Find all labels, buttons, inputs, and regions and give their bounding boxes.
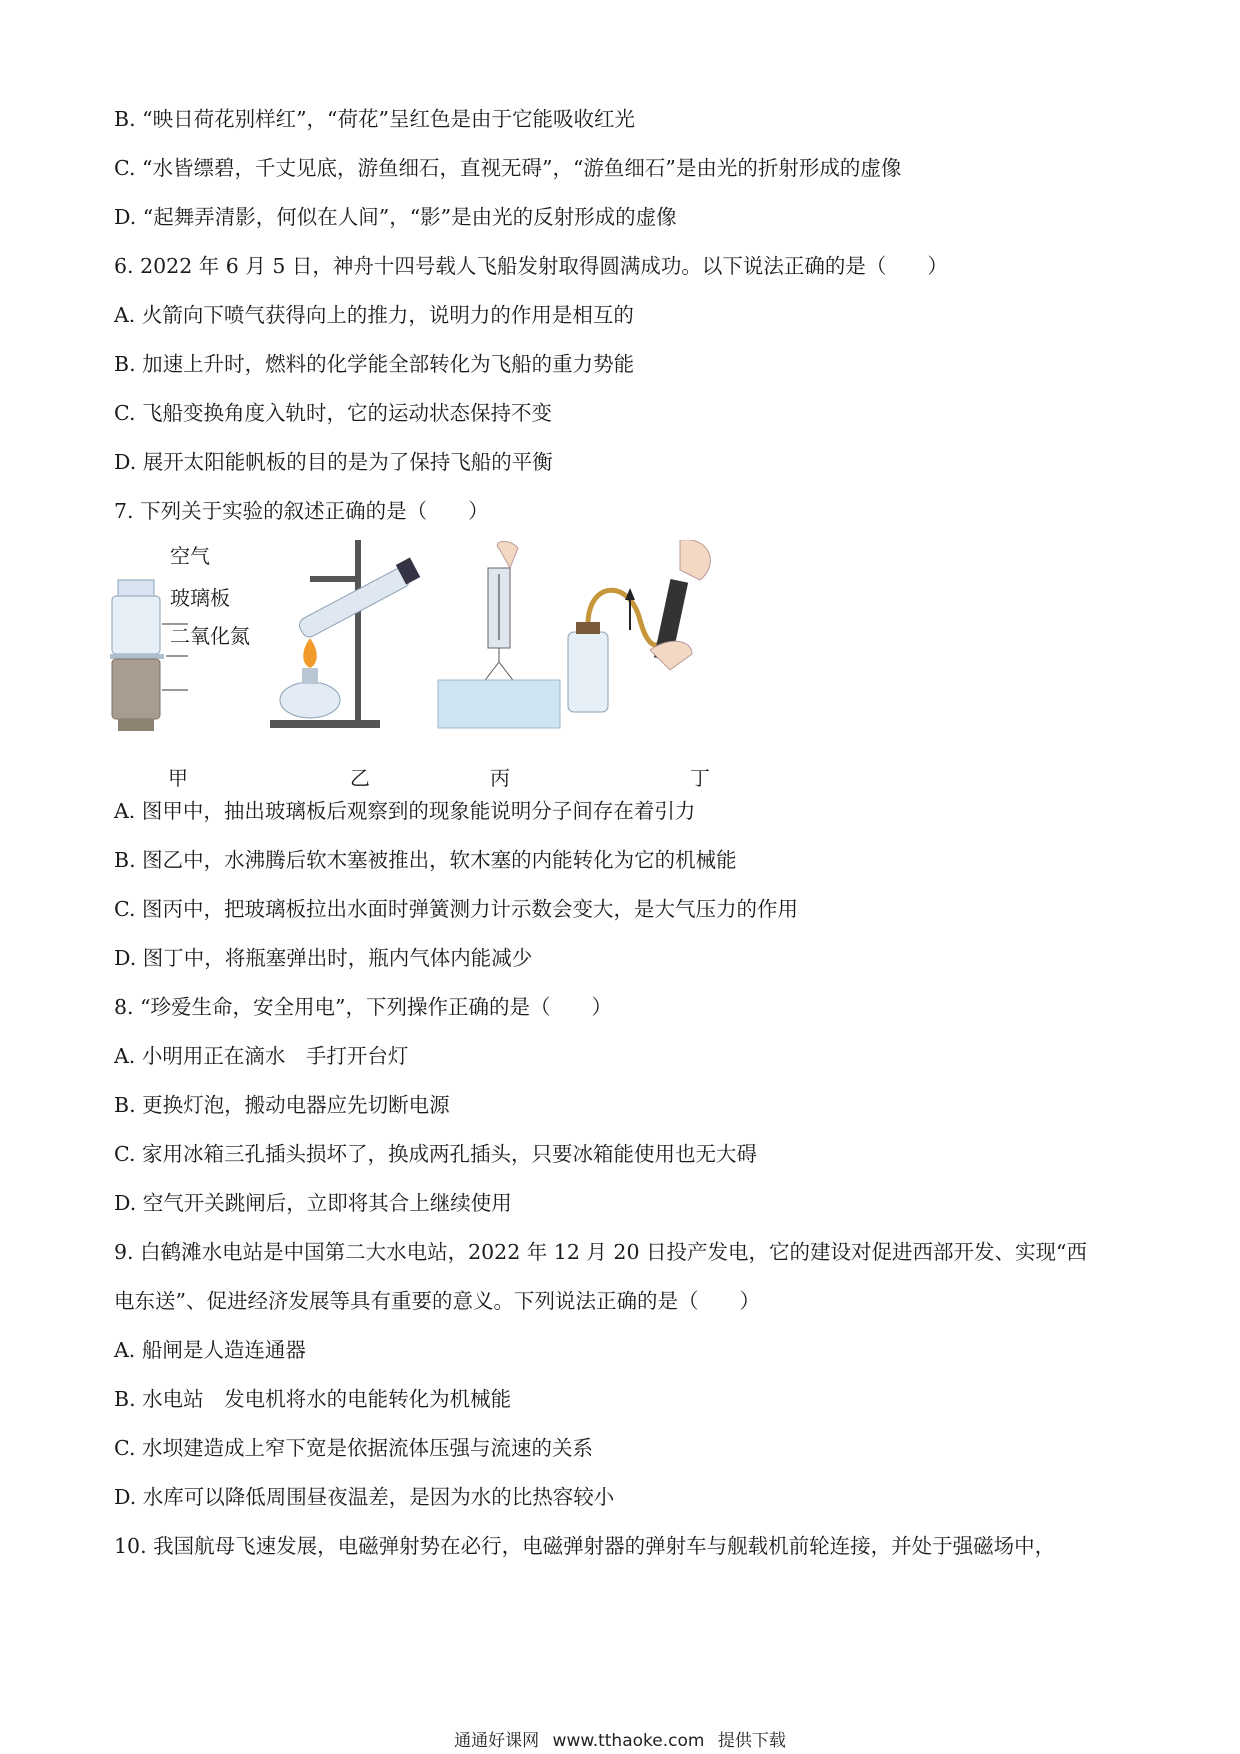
option-9a: A. 船闸是人造连通器 bbox=[114, 1338, 306, 1362]
option-6d: D. 展开太阳能帆板的目的是为了保持飞船的平衡 bbox=[114, 450, 553, 474]
test-tube-stand bbox=[270, 540, 420, 728]
option-8d: D. 空气开关跳闸后，立即将其合上继续使用 bbox=[114, 1191, 512, 1215]
option-7d: D. 图丁中，将瓶塞弹出时，瓶内气体内能减少 bbox=[114, 946, 533, 970]
experiment-illustrations bbox=[110, 540, 830, 760]
option-5b: B. “映日荷花别样红”，“荷花”呈红色是由于它能吸收红光 bbox=[114, 107, 636, 131]
option-5c: C. “水皆缥碧，千丈见底，游鱼细石，直视无碍”，“游鱼细石”是由光的折射形成的虚像 bbox=[114, 156, 902, 180]
question-6: 6. 2022 年 6 月 5 日，神舟十四号载人飞船发射取得圆满成功。以下说法正确的是（ ） bbox=[114, 254, 948, 278]
option-8b: B. 更换灯泡，搬动电器应先切断电源 bbox=[114, 1093, 450, 1117]
caption-ding: 丁 bbox=[690, 766, 710, 790]
option-6a: A. 火箭向下喷气获得向上的推力，说明力的作用是相互的 bbox=[114, 303, 634, 327]
option-8a: A. 小明用正在滴水 手打开台灯 bbox=[114, 1044, 409, 1068]
caption-yi: 乙 bbox=[350, 766, 370, 790]
footer-url[interactable]: www.tthaoke.com bbox=[552, 1731, 705, 1751]
option-6b: B. 加速上升时，燃料的化学能全部转化为飞船的重力势能 bbox=[114, 352, 635, 376]
option-7c: C. 图丙中，把玻璃板拉出水面时弹簧测力计示数会变大，是大气压力的作用 bbox=[114, 897, 798, 921]
question-10: 10. 我国航母飞速发展，电磁弹射势在必行，电磁弹射器的弹射车与舰载机前轮连接，并处于强磁场中， bbox=[114, 1534, 1056, 1558]
question-9-line2: 电东送”、促进经济发展等具有重要的意义。下列说法正确的是（ ） bbox=[114, 1289, 760, 1313]
question-7: 7. 下列关于实验的叙述正确的是（ ） bbox=[114, 499, 489, 523]
experiment-figure bbox=[110, 540, 830, 800]
question-9-line1: 9. 白鹤滩水电站是中国第二大水电站，2022 年 12 月 20 日投产发电，它的建设对促进西部开发、实现“西 bbox=[114, 1240, 1087, 1264]
option-8c: C. 家用冰箱三孔插头损坏了，换成两孔插头，只要冰箱能使用也无大碍 bbox=[114, 1142, 757, 1166]
page-footer bbox=[0, 1726, 1240, 1751]
option-9b: B. 水电站 发电机将水的电能转化为机械能 bbox=[114, 1387, 512, 1411]
caption-bing: 丙 bbox=[490, 766, 510, 790]
spring-scale-setup bbox=[438, 541, 560, 728]
label-air: 空气 bbox=[170, 544, 210, 568]
pump-bottle-setup bbox=[568, 540, 710, 712]
label-glass-plate: 玻璃板 bbox=[170, 586, 230, 610]
option-7b: B. 图乙中，水沸腾后软木塞被推出，软木塞的内能转化为它的机械能 bbox=[114, 848, 737, 872]
option-5d: D. “起舞弄清影，何似在人间”，“影”是由光的反射形成的虚像 bbox=[114, 205, 677, 229]
option-9d: D. 水库可以降低周围昼夜温差，是因为水的比热容较小 bbox=[114, 1485, 615, 1509]
footer-tail: 提供下载 bbox=[717, 1731, 786, 1751]
option-7a: A. 图甲中，抽出玻璃板后观察到的现象能说明分子间存在着引力 bbox=[114, 799, 696, 823]
option-9c: C. 水坝建造成上窄下宽是依据流体压强与流速的关系 bbox=[114, 1436, 593, 1460]
label-nitrogen-dioxide: 二氧化氮 bbox=[170, 624, 250, 648]
option-6c: C. 飞船变换角度入轨时，它的运动状态保持不变 bbox=[114, 401, 552, 425]
caption-jia: 甲 bbox=[168, 766, 188, 790]
question-8: 8. “珍爱生命，安全用电”，下列操作正确的是（ ） bbox=[114, 995, 613, 1019]
footer-site: 通通好课网 bbox=[454, 1731, 540, 1751]
